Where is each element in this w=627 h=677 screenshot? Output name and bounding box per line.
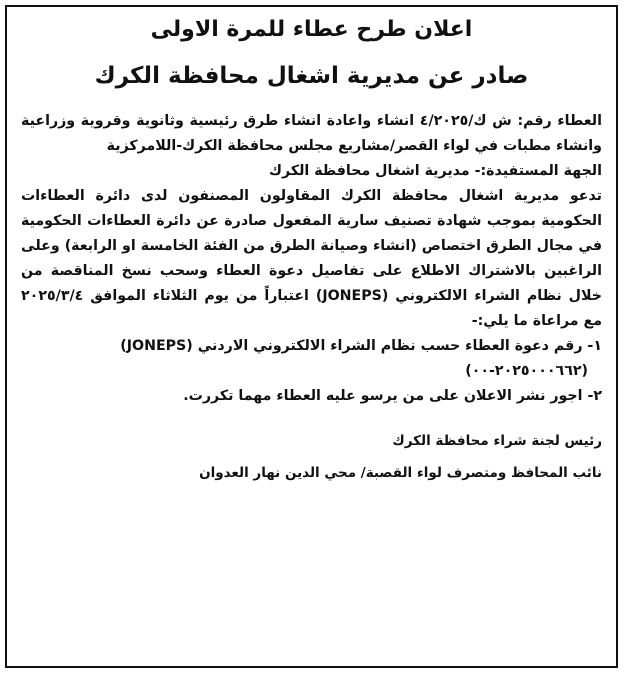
governor-deputy: نائب المحافظ ومتصرف لواء القصبة/ محي الدين نهار العدوان — [199, 465, 602, 481]
beneficiary-label: الجهة المستفيدة:- — [474, 163, 602, 179]
committee-head: رئيس لجنة شراء محافظة الكرك — [392, 433, 602, 449]
tender-invite-number: (٢٠٢٥٠٠٠٦٦٢-٠٠) — [465, 363, 588, 379]
list-item-1: ١- رقم دعوة العطاء حسب نظام الشراء الالكتروني الاردني (JONEPS) — [120, 338, 602, 354]
beneficiary-paragraph — [21, 159, 602, 184]
tender-number-text: ش ك/٤/٢٠٢٥ انشاء واعادة انشاء طرق رئيسية وثانوية وقروية وزراعية وانشاء مطبات في لواء القصر/مشاريع مجلس محافظة الكرك-اللامركزية — [21, 113, 602, 154]
body-paragraph: تدعو مديرية اشغال محافظة الكرك المقاولون المصنفون لدى دائرة العطاءات الحكومية بموجب شهادة تصنيف سارية المفعول صادرة عن دائرة العطاءات الحكومية في مجال الطرق اختصاص (انشاء وصيانة الطرق من الفئة الخامسة او الرابعة) وعلى الراغبين بالاشتراك الاطلاع على تفاصيل دعوة العطاء وسحب نسخ المناقصة من خلال نظام الشراء الالكتروني (JONEPS) اعتباراً من يوم الثلاثاء الموافق ٢٠٢٥/٣/٤ مع مراعاة ما يلي:- — [21, 188, 602, 329]
issuer-title: صادر عن مديرية اشغال محافظة الكرك — [94, 63, 529, 89]
beneficiary-value: مديرية اشغال محافظة الكرك — [268, 163, 470, 179]
tender-number-label: العطاء رقم: — [517, 113, 602, 129]
tender-number-paragraph — [21, 109, 602, 159]
announcement-title: اعلان طرح عطاء للمرة الاولى — [150, 17, 473, 42]
announcement-frame — [5, 5, 618, 668]
list-item-2: ٢- اجور نشر الاعلان على من يرسو عليه العطاء مهما تكررت. — [183, 388, 602, 404]
